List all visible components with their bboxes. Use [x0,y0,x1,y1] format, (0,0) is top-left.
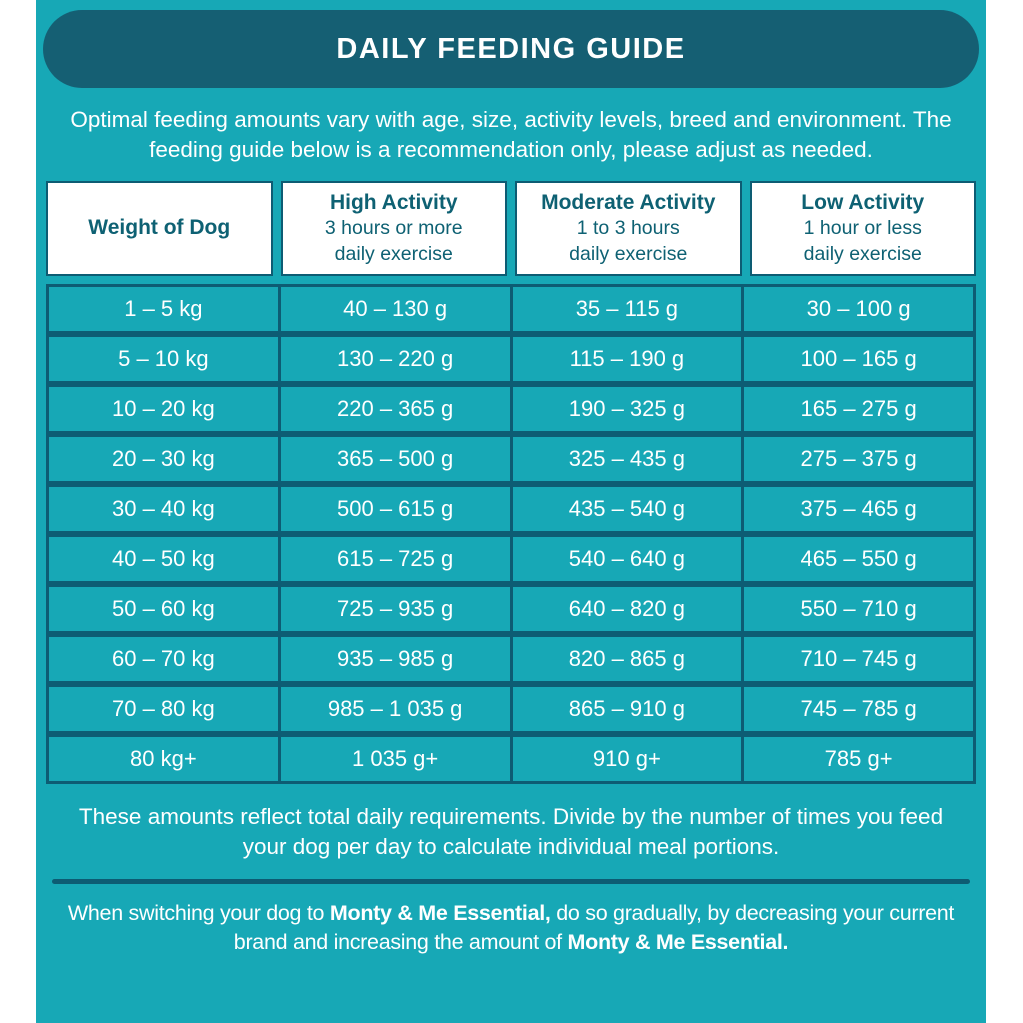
table-cell: 1 – 5 kg [46,284,281,334]
title-banner [43,10,979,88]
table-cell: 640 – 820 g [510,584,745,634]
column-header-subline: daily exercise [803,243,922,266]
table-row [46,284,976,334]
table-cell: 220 – 365 g [278,384,513,434]
column-header-weight [46,181,273,276]
table-cell: 540 – 640 g [510,534,745,584]
table-row [46,334,976,384]
brand-name: Monty & Me Essential, [329,900,551,925]
column-header-label: Moderate Activity [541,190,716,214]
table-cell: 70 – 80 kg [46,684,281,734]
daily-requirements-note: These amounts reflect total daily requirements. Divide by the number of times you feed your dog per day to calculate individual meal portions. [78,803,944,860]
teal-card [36,0,986,1023]
table-cell: 725 – 935 g [278,584,513,634]
table-row [46,684,976,734]
table-cell: 275 – 375 g [741,434,976,484]
table-cell: 5 – 10 kg [46,334,281,384]
page-title: DAILY FEEDING GUIDE [336,32,686,65]
column-header-subline: 1 to 3 hours [576,217,680,240]
table-cell: 190 – 325 g [510,384,745,434]
table-cell: 435 – 540 g [510,484,745,534]
brand-name: Monty & Me Essential. [567,929,789,954]
table-cell: 20 – 30 kg [46,434,281,484]
intro-text: Optimal feeding amounts vary with age, size, activity levels, breed and environment. The feeding guide below is a recommendation only, please adjust as needed. [70,107,952,163]
table-cell: 375 – 465 g [741,484,976,534]
table-cell: 910 g+ [510,734,745,784]
table-cell: 325 – 435 g [510,434,745,484]
divider-line [52,879,970,884]
feeding-table-header [46,181,976,276]
table-cell: 710 – 745 g [741,634,976,684]
feeding-table-body [46,284,976,784]
column-header-low-activity [750,181,977,276]
table-row [46,734,976,784]
column-header-label: Low Activity [801,190,925,214]
column-header-label: Weight of Dog [88,216,231,240]
table-cell: 40 – 130 g [278,284,513,334]
table-cell: 30 – 40 kg [46,484,281,534]
table-cell: 365 – 500 g [278,434,513,484]
table-cell: 35 – 115 g [510,284,745,334]
table-row [46,584,976,634]
table-cell: 785 g+ [741,734,976,784]
column-header-subline: 3 hours or more [324,217,463,240]
transition-note [47,899,975,957]
table-cell: 130 – 220 g [278,334,513,384]
column-header-subline: daily exercise [569,243,688,266]
table-cell: 865 – 910 g [510,684,745,734]
table-row [46,484,976,534]
table-cell: 500 – 615 g [278,484,513,534]
table-cell: 10 – 20 kg [46,384,281,434]
table-row [46,634,976,684]
table-row [46,434,976,484]
table-cell: 550 – 710 g [741,584,976,634]
table-row [46,384,976,434]
column-header-high-activity [281,181,508,276]
table-cell: 165 – 275 g [741,384,976,434]
transition-note-text: When switching your dog to [67,900,330,925]
transition-note-text: do so gradually, by decreasing your current brand and increasing the amount of [233,900,955,954]
table-cell: 50 – 60 kg [46,584,281,634]
table-cell: 465 – 550 g [741,534,976,584]
table-cell: 745 – 785 g [741,684,976,734]
table-cell: 615 – 725 g [278,534,513,584]
table-cell: 985 – 1 035 g [278,684,513,734]
table-cell: 100 – 165 g [741,334,976,384]
table-cell: 1 035 g+ [278,734,513,784]
table-cell: 60 – 70 kg [46,634,281,684]
column-header-subline: daily exercise [334,243,453,266]
column-header-moderate-activity [515,181,742,276]
table-cell: 30 – 100 g [741,284,976,334]
column-header-subline: 1 hour or less [803,217,922,240]
table-cell: 80 kg+ [46,734,281,784]
table-cell: 115 – 190 g [510,334,745,384]
column-header-label: High Activity [329,190,458,214]
table-row [46,534,976,584]
table-cell: 820 – 865 g [510,634,745,684]
table-cell: 935 – 985 g [278,634,513,684]
table-cell: 40 – 50 kg [46,534,281,584]
